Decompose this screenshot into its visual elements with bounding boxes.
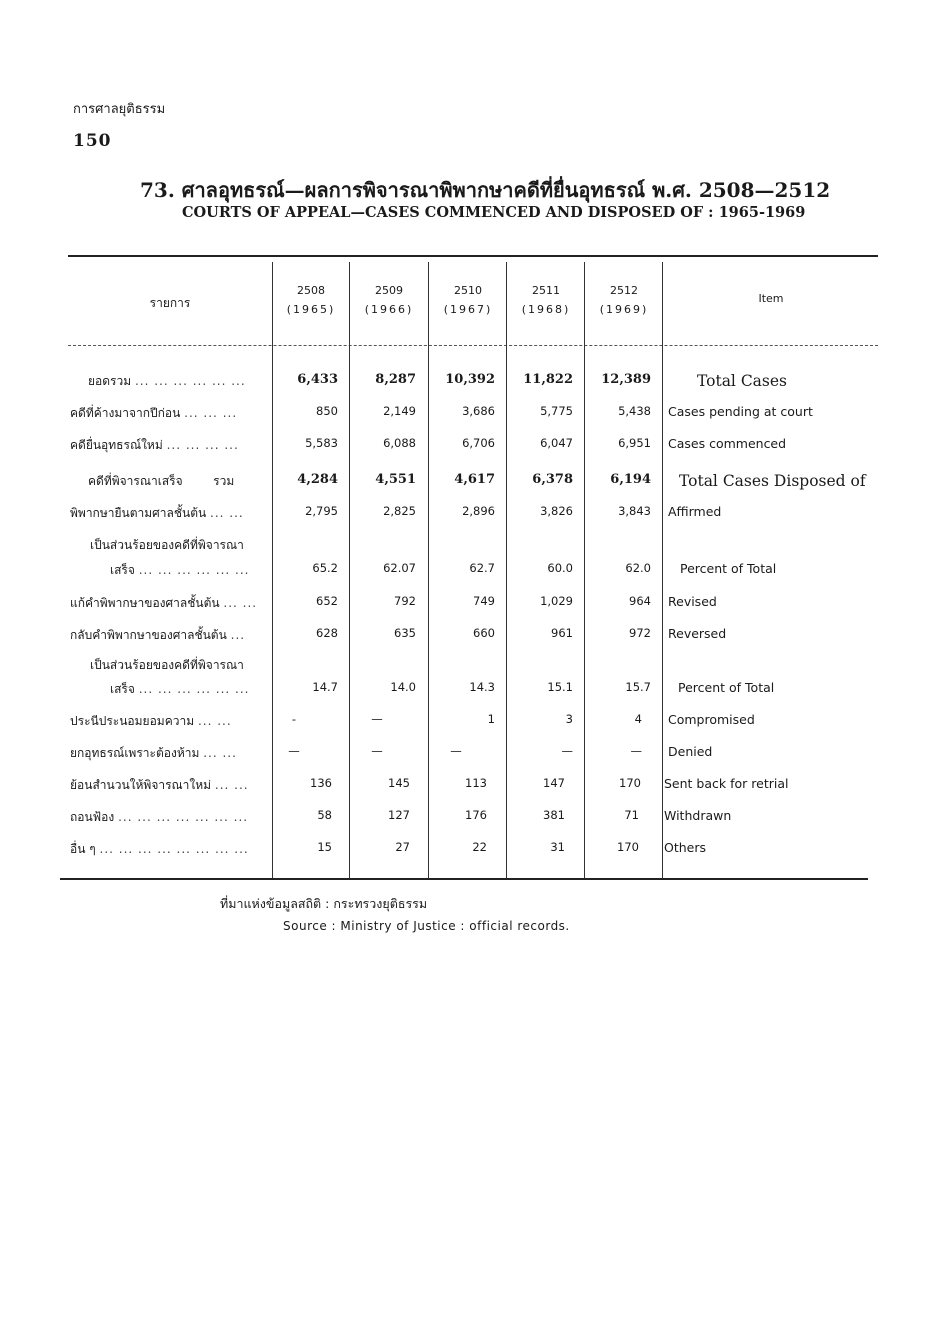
row-label-text: ยกอุทธรณ์เพราะต้องห้าม (70, 746, 200, 760)
table-header-rule (68, 345, 878, 346)
cell-2509: 2,149 (383, 404, 416, 418)
row-leader-dots: ... ... (203, 746, 237, 760)
cell-2510: 22 (472, 840, 487, 854)
row-label-text: คดีที่พิจารณาเสร็จ รวม (88, 474, 235, 488)
row-label (88, 372, 280, 391)
cell-2509: 14.0 (390, 680, 416, 694)
cell-2508: 652 (316, 594, 338, 608)
cell-2512: — (630, 744, 642, 758)
row-label-text: กลับคำพิพากษาของศาลชั้นต้น (70, 628, 227, 642)
cell-2510: 113 (465, 776, 487, 790)
header-year-2511 (509, 284, 583, 316)
cell-2509: 2,825 (383, 504, 416, 518)
table-bottom-rule (60, 878, 868, 880)
cell-2511: 1,029 (540, 594, 573, 608)
cell-2509: 127 (388, 808, 410, 822)
header-year-2509 (352, 284, 426, 316)
row-label (70, 594, 262, 613)
cell-2512: 964 (629, 594, 651, 608)
row-item-english: Percent of Total (678, 680, 775, 695)
header-year-2512 (587, 284, 661, 316)
table-row-percent-other (0, 680, 941, 700)
row-label-text: ย้อนสำนวนให้พิจารณาใหม่ (70, 778, 212, 792)
row-leader-dots: ... ... (197, 714, 232, 728)
table-row-reversed (0, 626, 941, 646)
cell-2511: 31 (550, 840, 565, 854)
cell-2510: 4,617 (454, 472, 495, 487)
row-leader-dots: ... ... ... ... ... ... ... ... (99, 842, 249, 856)
cell-2512: 3,843 (618, 504, 651, 518)
cell-2508: 6,433 (297, 372, 338, 387)
cell-2508: 850 (316, 404, 338, 418)
cell-2509: 145 (388, 776, 410, 790)
table-row-affirmed (0, 504, 941, 524)
cell-2511: 11,822 (523, 372, 573, 387)
cell-2512: 5,438 (618, 404, 651, 418)
row-item-english: Cases commenced (668, 436, 787, 451)
cell-2510: 10,392 (445, 372, 495, 387)
row-item-english: Sent back for retrial (664, 776, 789, 791)
table-row-others (0, 840, 941, 860)
table-row-commenced (0, 436, 941, 456)
cell-2512: 4 (634, 712, 642, 726)
table-row-pending (0, 404, 941, 424)
header-year-2510 (431, 284, 505, 316)
row-item-english: Others (664, 840, 707, 855)
row-leader-dots: ... ... ... ... ... ... (134, 374, 246, 388)
cell-2508: - (291, 712, 297, 726)
cell-2510: 660 (473, 626, 495, 640)
cell-2511: 381 (543, 808, 565, 822)
row-item-english: Affirmed (668, 504, 722, 519)
header-year-be: 2508 (297, 284, 325, 297)
cell-2512: 6,951 (618, 436, 651, 450)
cell-2510: 3,686 (462, 404, 495, 418)
cell-2508: 4,284 (297, 472, 338, 487)
cell-2512: 12,389 (601, 372, 651, 387)
cell-2509: — (371, 712, 383, 726)
table-top-rule (68, 255, 878, 257)
cell-2509: — (371, 744, 383, 758)
row-label-text: อื่น ๆ (70, 842, 96, 856)
row-label-text: คดีที่ค้างมาจากปีก่อน (70, 406, 181, 420)
cell-2511: 3,826 (540, 504, 573, 518)
row-label-text: ประนีประนอมยอมความ (70, 714, 195, 728)
cell-2510: 749 (473, 594, 495, 608)
row-leader-dots: ... ... (210, 506, 244, 520)
row-item-english: Compromised (668, 712, 755, 727)
row-leader-dots: ... ... ... (184, 406, 238, 420)
row-leader-dots: ... (230, 628, 246, 642)
cell-2509: 8,287 (375, 372, 416, 387)
cell-2509: 27 (395, 840, 410, 854)
cell-2512: 15.7 (625, 680, 651, 694)
row-item-english: Withdrawn (664, 808, 732, 823)
table-row-total-disposed (0, 472, 941, 492)
row-item-english: Reversed (668, 626, 727, 641)
cell-2508: 14.7 (312, 680, 338, 694)
cell-2512: 71 (624, 808, 639, 822)
cell-2512: 170 (619, 776, 641, 790)
row-label (88, 472, 280, 491)
cell-2510: 6,706 (462, 436, 495, 450)
cell-2509: 6,088 (383, 436, 416, 450)
row-label-text: ถอนฟ้อง (70, 810, 115, 824)
source-note-english: Source : Ministry of Justice : official records. (283, 919, 570, 933)
row-label (70, 776, 262, 795)
row-item-english: Cases pending at court (668, 404, 813, 419)
table-row-sent-back (0, 776, 941, 796)
row-prelabel: เป็นส่วนร้อยของคดีที่พิจารณา (90, 658, 244, 672)
header-year-ce: (1967) (443, 303, 493, 316)
cell-2510: 1 (487, 712, 495, 726)
table-row-withdrawn (0, 808, 941, 828)
cell-2508: 5,583 (305, 436, 338, 450)
cell-2511: 5,775 (540, 404, 573, 418)
row-leader-dots: ... ... ... ... ... ... (138, 563, 250, 577)
row-label (70, 712, 262, 731)
cell-2510: 2,896 (462, 504, 495, 518)
table-row-percent-affirmed (0, 561, 941, 581)
row-item-english: Denied (668, 744, 713, 759)
cell-2509: 635 (394, 626, 416, 640)
table-title-english: COURTS OF APPEAL—CASES COMMENCED AND DISPOSED OF : 1965-1969 (182, 204, 806, 221)
row-leader-dots: ... ... (214, 778, 249, 792)
row-label (110, 561, 265, 580)
header-item-english: Item (758, 292, 784, 305)
cell-2508: 2,795 (305, 504, 338, 518)
cell-2508: 136 (310, 776, 332, 790)
row-label-text: แก้คำพิพากษาของศาลชั้นต้น (70, 596, 220, 610)
table-row-compromised (0, 712, 941, 732)
page-number: 150 (73, 131, 112, 151)
cell-2510: 62.7 (469, 561, 495, 575)
row-leader-dots: ... ... ... ... ... ... ... (118, 810, 249, 824)
cell-2508: 15 (317, 840, 332, 854)
cell-2511: 961 (551, 626, 573, 640)
source-note-thai: ที่มาแห่งข้อมูลสถิติ : กระทรวงยุติธรรม (220, 896, 428, 911)
row-label (70, 436, 262, 455)
header-year-ce: (1966) (364, 303, 414, 316)
cell-2511: 15.1 (547, 680, 573, 694)
cell-2509: 62.07 (383, 561, 416, 575)
cell-2512: 62.0 (625, 561, 651, 575)
row-label (70, 840, 262, 859)
cell-2508: — (288, 744, 300, 758)
cell-2512: 6,194 (610, 472, 651, 487)
row-prelabel: เป็นส่วนร้อยของคดีที่พิจารณา (90, 538, 244, 552)
row-item-english: Total Cases Disposed of (679, 472, 866, 490)
cell-2511: 3 (565, 712, 573, 726)
table-row-total-cases (0, 372, 941, 392)
cell-2511: 6,378 (532, 472, 573, 487)
row-item-english: Revised (668, 594, 717, 609)
row-leader-dots: ... ... (223, 596, 258, 610)
row-label (70, 808, 262, 827)
cell-2508: 58 (317, 808, 332, 822)
cell-2510: — (450, 744, 462, 758)
row-label (110, 680, 265, 699)
cell-2512: 170 (617, 840, 639, 854)
cell-2512: 972 (629, 626, 651, 640)
cell-2511: — (561, 744, 573, 758)
header-year-be: 2509 (375, 284, 403, 297)
table-row-revised (0, 594, 941, 614)
row-label (70, 404, 262, 423)
row-item-english: Total Cases (697, 372, 788, 390)
cell-2509: 792 (394, 594, 416, 608)
row-label-text: คดียื่นอุทธรณ์ใหม่ (70, 438, 163, 452)
row-label-text: พิพากษายืนตามศาลชั้นต้น (70, 506, 207, 520)
header-year-2508 (274, 284, 348, 316)
header-year-be: 2511 (532, 284, 560, 297)
cell-2511: 147 (543, 776, 565, 790)
row-item-english: Percent of Total (680, 561, 777, 576)
cell-2510: 176 (465, 808, 487, 822)
row-label (70, 504, 262, 523)
cell-2508: 628 (316, 626, 338, 640)
header-item-thai: รายการ (149, 296, 191, 310)
row-label (70, 744, 262, 763)
cell-2509: 4,551 (375, 472, 416, 487)
header-year-be: 2512 (610, 284, 638, 297)
cell-2511: 6,047 (540, 436, 573, 450)
cell-2510: 14.3 (469, 680, 495, 694)
row-leader-dots: ... ... ... ... ... ... (138, 682, 250, 696)
table-row-denied (0, 744, 941, 764)
header-year-be: 2510 (454, 284, 482, 297)
row-leader-dots: ... ... ... ... (166, 438, 239, 452)
header-year-ce: (1968) (521, 303, 571, 316)
header-year-ce: (1969) (599, 303, 649, 316)
row-label (70, 626, 262, 645)
header-year-ce: (1965) (286, 303, 336, 316)
cell-2511: 60.0 (547, 561, 573, 575)
row-label-text: เสร็จ (110, 563, 135, 577)
row-label-text: ยอดรวม (88, 374, 132, 388)
table-title-thai: 73. ศาลอุทธรณ์—ผลการพิจารณาพิพากษาคดีที่ยื่นอุทธรณ์ พ.ศ. 2508—2512 (140, 178, 831, 202)
row-label-text: เสร็จ (110, 682, 135, 696)
cell-2508: 65.2 (312, 561, 338, 575)
running-head: การศาลยุติธรรม (73, 102, 166, 117)
